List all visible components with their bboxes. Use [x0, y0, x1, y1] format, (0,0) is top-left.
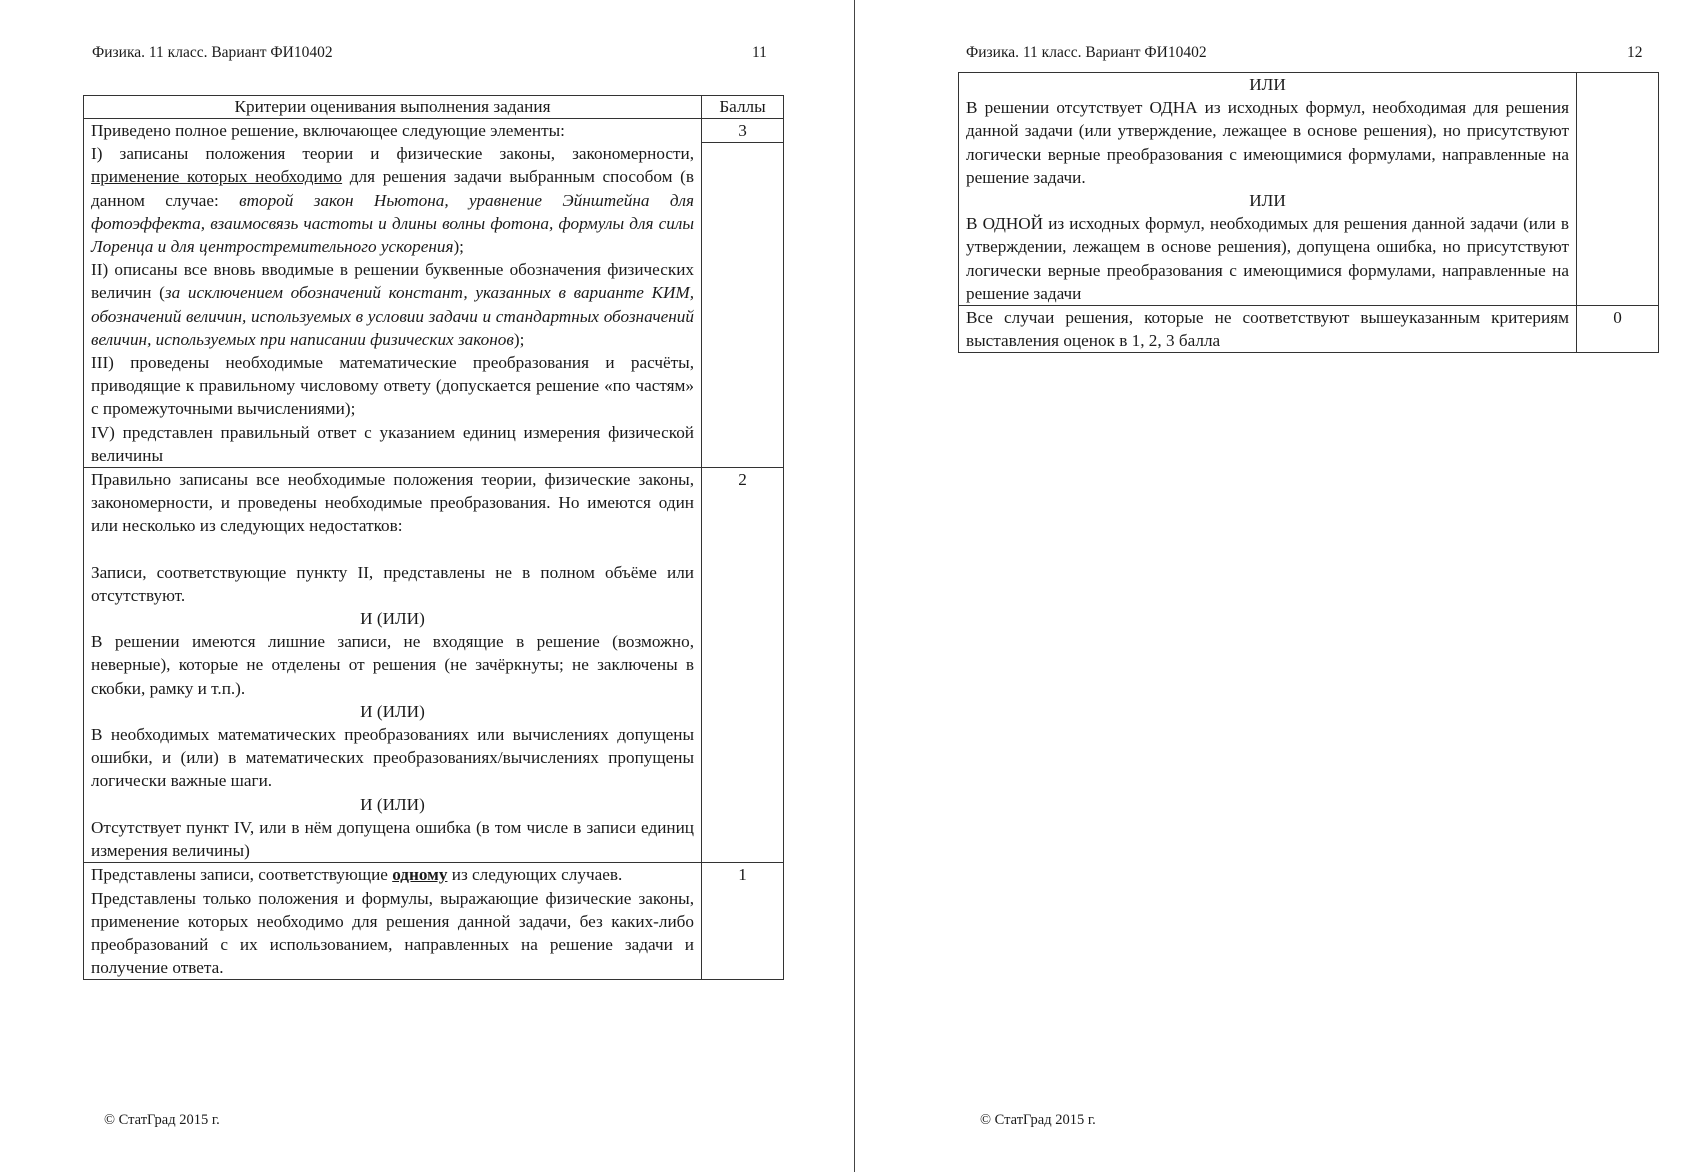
table-header-row: [84, 96, 784, 119]
page-number: 11: [752, 44, 767, 61]
row3-item-ii-text-end: );: [513, 329, 525, 349]
row3-item-ii: [91, 258, 694, 351]
page-number: 12: [1627, 44, 1643, 61]
criteria-table: [83, 95, 784, 980]
criteria-row-3: [84, 119, 784, 468]
row2-paragraph-4: В необходимых математических преобразованиях или вычислениях допущены ошибки, и (или) в математических преобразованиях/вычислениях пропущены логически важные шаги.: [91, 725, 694, 791]
criteria-cell: [84, 119, 702, 468]
points-value-2: 2: [702, 468, 784, 863]
page-header: Физика. 11 класс. Вариант ФИ10402: [92, 44, 333, 61]
separator-1: ИЛИ: [1249, 75, 1286, 94]
row2-spacer: [91, 538, 694, 561]
points-value-1: 1: [702, 863, 784, 980]
page-12: [855, 0, 1708, 1172]
points-value-3: 3: [702, 119, 783, 143]
paragraph-1: В решении отсутствует ОДНА из исходных формул, необходимая для решения данной задачи (или утверждение, лежащее в основе решения), но присутствуют логически верные преобразования с имеющимися формулами, направленные на решение задачи.: [966, 98, 1569, 187]
page-footer: © СтатГрад 2015 г.: [980, 1112, 1096, 1128]
row3-item-iii: III) проведены необходимые математические преобразования и расчёты, приводящие к правильному числовому ответу (допускается решение «по частям» с промежуточными вычислениями);: [91, 353, 694, 419]
row2-separator-1: И (ИЛИ): [360, 609, 425, 629]
row1-paragraph-2: Представлены только положения и формулы, выражающие физические законы, применение которых необходимо для решения данной задачи, без каких-либо преобразований с их использованием, направленных на решение задачи и получение ответа.: [91, 888, 694, 978]
row2-paragraph-1: Правильно записаны все необходимые положения теории, физические законы, закономерности, и проведены необходимые преобразования. Но имеются один или несколько из следующих недостатков:: [91, 470, 694, 536]
row2-paragraph-3: В решении имеются лишние записи, не входящие в решение (возможно, неверные), которые не отделены от решения (не зачёркнуты; не заключены в скобки, рамку и т.п.).: [91, 632, 694, 698]
row1-emphasis: одному: [392, 865, 448, 885]
page-header: Физика. 11 класс. Вариант ФИ10402: [966, 44, 1207, 61]
separator-2: ИЛИ: [1249, 191, 1286, 211]
row3-item-i-text-mid: для решения задачи выбранным способом (в данном случае:: [91, 167, 694, 210]
criteria-row-1-continued: [959, 73, 1659, 306]
row1-text-end: из следующих случаев.: [447, 865, 623, 885]
row2-paragraph-2: Записи, соответствующие пункту II, представлены не в полном объёме или отсутствуют.: [91, 562, 694, 605]
row3-item-iv: IV) представлен правильный ответ с указанием единиц измерения физической величины: [91, 422, 694, 465]
row3-item-i-text-end: );: [453, 237, 464, 257]
points-cell: [702, 119, 784, 468]
column-header-criteria: Критерии оценивания выполнения задания: [84, 96, 702, 119]
row3-item-i: [91, 142, 694, 258]
criteria-table-continued: [958, 72, 1659, 353]
criteria-row-0: [959, 306, 1659, 353]
row1-paragraph-1: [91, 863, 694, 886]
criteria-row-1: [84, 863, 784, 980]
row3-item-i-text: I) записаны положения теории и физические законы, закономерности,: [91, 144, 694, 164]
row2-paragraph-5: Отсутствует пункт IV, или в нём допущена ошибка (в том числе в записи единиц измерения величины): [91, 817, 694, 861]
criteria-cell: [84, 468, 702, 863]
row3-item-i-italic: второй закон Ньютона, уравнение Эйнштейна для фотоэффекта, взаимосвязь частоты и длины волны фотона, формулы для силы Лоренца и для центростремительного ускорения: [91, 190, 694, 257]
points-cell-empty: [1577, 73, 1659, 306]
row3-item-i-underlined: применение которых необходимо: [91, 167, 343, 187]
row1-text: Представлены записи, соответствующие: [91, 865, 393, 885]
row2-separator-3: И (ИЛИ): [360, 794, 425, 814]
points-value-0: 0: [1577, 306, 1659, 353]
row3-intro: Приведено полное решение, включающее следующие элементы:: [91, 121, 565, 140]
row3-item-ii-italic: за исключением обозначений констант, указанных в варианте КИМ, обозначений величин, используемых в условии задачи и стандартных обозначений величин, используемых при написании физических законов: [91, 283, 695, 349]
page-footer: © СтатГрад 2015 г.: [104, 1112, 220, 1128]
criteria-row-2: [84, 468, 784, 863]
paragraph-2: В ОДНОЙ из исходных формул, необходимых для решения данной задачи (или в утверждении, лежащем в основе решения), допущена ошибка, но присутствуют логически верные преобразования с имеющимися формулами, направленные на решение задачи: [966, 214, 1569, 303]
criteria-cell: [84, 863, 702, 980]
row3-item-ii-text: II) описаны все вновь вводимые в решении буквенные обозначения физических величин (: [91, 260, 694, 303]
column-header-points: Баллы: [702, 96, 784, 119]
row2-separator-2: И (ИЛИ): [360, 701, 425, 721]
criteria-cell: Все случаи решения, которые не соответствуют вышеуказанным критериям выставления оценок в 1, 2, 3 балла: [959, 306, 1577, 353]
criteria-cell: [959, 73, 1577, 306]
